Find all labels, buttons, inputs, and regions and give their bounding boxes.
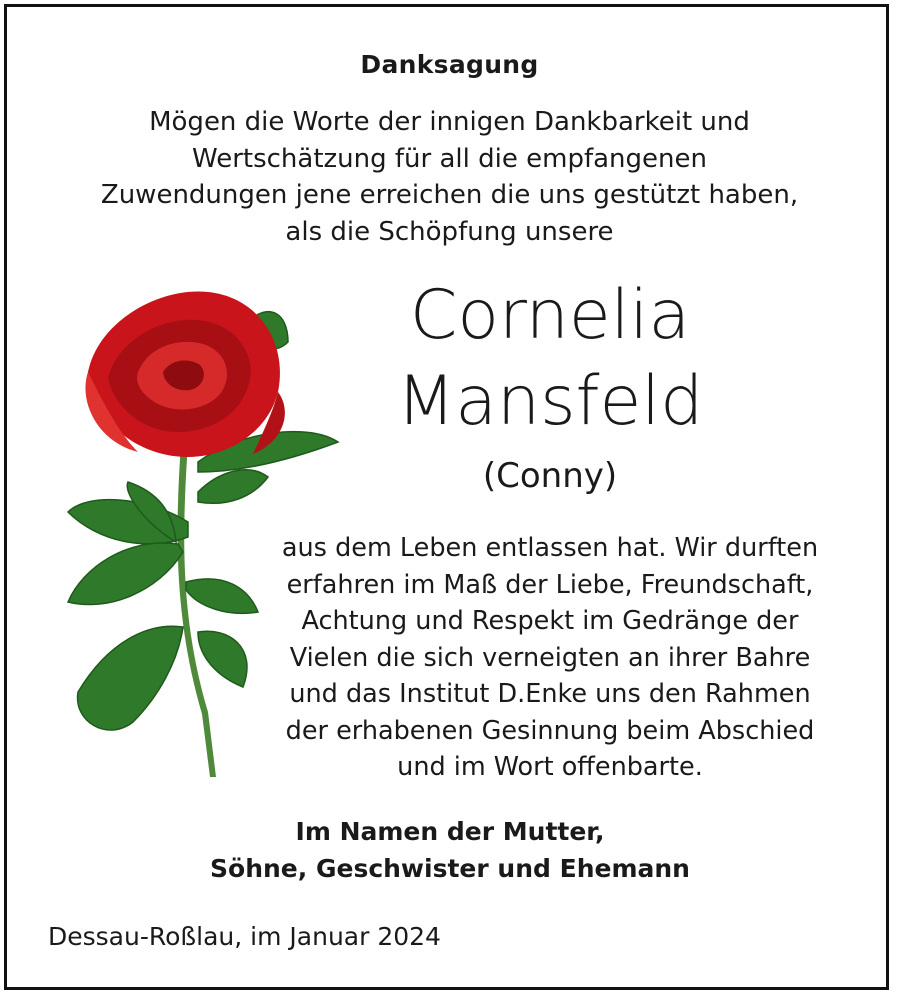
intro-line: Mögen die Worte der innigen Dankbarkeit und bbox=[149, 107, 750, 137]
signature-line: Im Namen der Mutter, bbox=[295, 817, 605, 846]
body-line: aus dem Leben entlassen hat. Wir durften bbox=[281, 533, 819, 563]
signature bbox=[150, 813, 750, 887]
body-text bbox=[250, 530, 850, 786]
body-line: und das Institut D.Enke uns den Rahmen bbox=[289, 679, 811, 709]
body-line: Vielen die sich verneigten an ihrer Bahre bbox=[289, 642, 811, 673]
signature-line: Söhne, Geschwister und Ehemann bbox=[210, 854, 690, 883]
body-line: der erhabenen Gesinnung beim Abschied bbox=[285, 715, 815, 746]
deceased-first-name: Cornelia bbox=[409, 276, 691, 355]
deceased-nickname: (Conny) bbox=[482, 456, 618, 496]
body-line: und im Wort offenbarte. bbox=[397, 752, 703, 782]
intro-line: Zuwendungen jene erreichen die uns gestützt haben, bbox=[100, 180, 799, 210]
intro-text bbox=[0, 104, 899, 250]
body-line: Achtung und Respekt im Gedränge der bbox=[301, 606, 799, 636]
place-date: Dessau-Roßlau, im Januar 2024 bbox=[48, 922, 441, 951]
intro-line: als die Schöpfung unsere bbox=[285, 216, 614, 247]
deceased-last-name: Mansfeld bbox=[396, 362, 704, 441]
heading: Danksagung bbox=[360, 50, 539, 79]
intro-line: Wertschätzung für all die empfangenen bbox=[192, 143, 707, 174]
body-line: erfahren im Maß der Liebe, Freundschaft, bbox=[286, 569, 814, 600]
